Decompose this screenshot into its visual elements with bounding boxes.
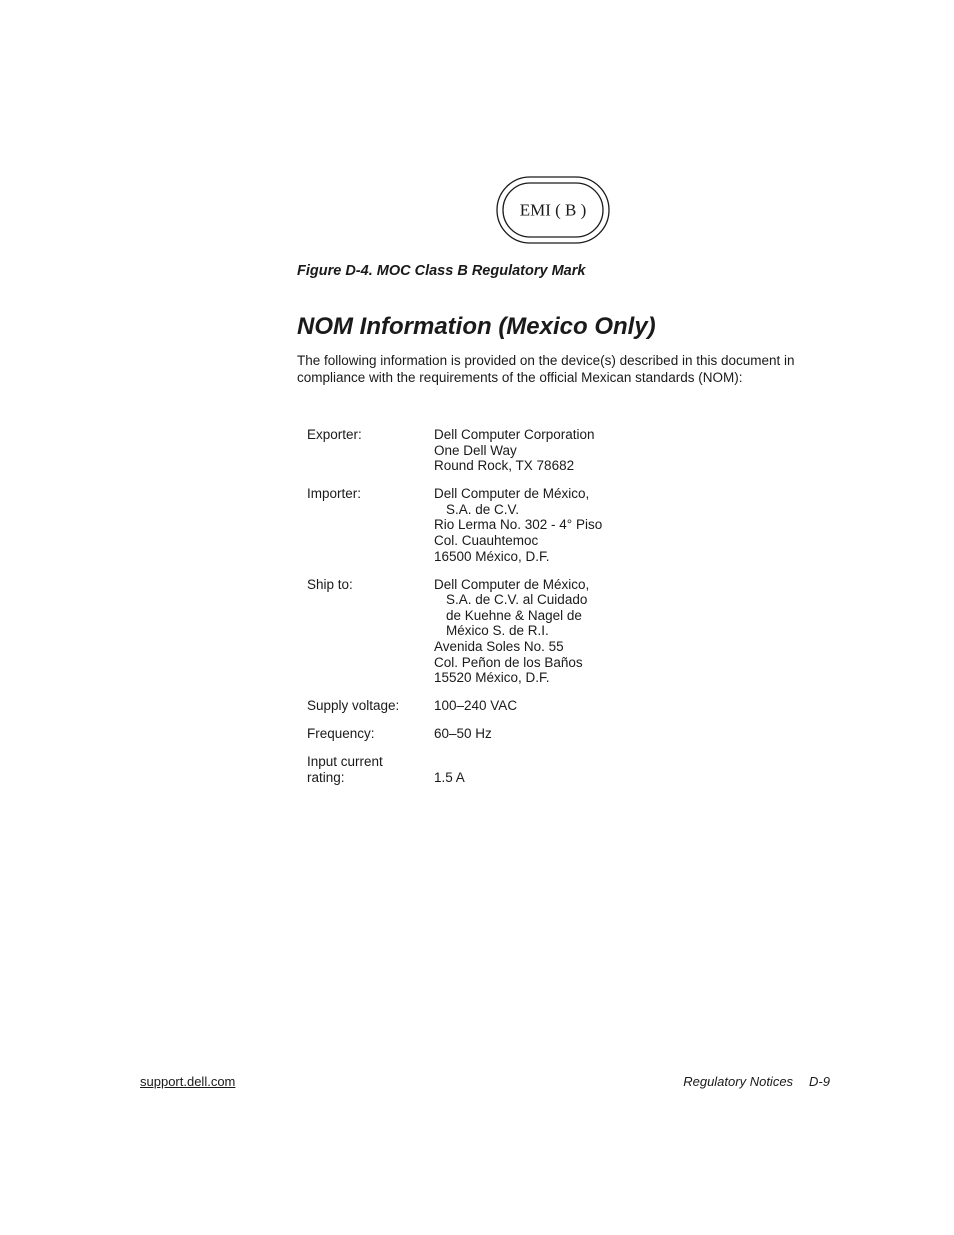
info-label-importer: Importer: xyxy=(307,486,362,502)
footer-support-link[interactable]: support.dell.com xyxy=(140,1074,236,1089)
nom-info-table xyxy=(307,427,602,798)
address-line: Dell Computer Corporation xyxy=(434,427,595,442)
info-value-ship-to xyxy=(434,577,589,686)
address-line: Rio Lerma No. 302 - 4° Piso xyxy=(434,517,603,533)
figure-caption: Figure D-4. MOC Class B Regulatory Mark xyxy=(297,263,586,279)
address-line: Dell Computer de México, xyxy=(434,486,590,502)
footer-section-name: Regulatory Notices xyxy=(683,1074,794,1089)
info-label-ship-to: Ship to: xyxy=(307,576,353,592)
info-label-input-current: Input current rating: xyxy=(307,754,383,785)
address-line: Round Rock, TX 78682 xyxy=(434,458,575,474)
info-value-exporter xyxy=(434,427,595,474)
address-line: México S. de R.I. xyxy=(446,623,549,639)
address-line: S.A. de C.V. xyxy=(446,501,520,517)
footer-page-info xyxy=(683,1074,830,1089)
info-row-input-current xyxy=(307,754,602,785)
info-label-supply-voltage: Supply voltage: xyxy=(307,698,400,714)
emi-mark-text: EMI ( B ) xyxy=(519,200,587,220)
address-line: Avenida Soles No. 55 xyxy=(434,638,564,654)
address-line: Col. Cuauhtemoc xyxy=(434,532,539,548)
emi-class-b-mark xyxy=(496,176,610,244)
info-value-supply-voltage: 100–240 VAC xyxy=(434,698,518,714)
info-row-ship-to xyxy=(307,577,602,686)
intro-paragraph: The following information is provided on the device(s) described in this document in compliance with the requirements of the official Mexican standards (NOM): xyxy=(297,353,795,385)
address-line: S.A. de C.V. al Cuidado xyxy=(446,592,588,608)
info-label-frequency: Frequency: xyxy=(307,726,375,742)
emi-mark-graphic xyxy=(496,176,610,244)
address-line: Col. Peñon de los Baños xyxy=(434,654,583,670)
info-row-supply-voltage xyxy=(307,698,602,714)
address-line: 15520 México, D.F. xyxy=(434,670,550,686)
address-line: Dell Computer de México, xyxy=(434,576,590,592)
section-title: NOM Information (Mexico Only) xyxy=(297,313,656,340)
page-number: D-9 xyxy=(809,1074,830,1089)
info-label-exporter: Exporter: xyxy=(307,427,362,442)
info-value-frequency: 60–50 Hz xyxy=(434,726,492,742)
info-row-exporter xyxy=(307,427,602,474)
address-line: One Dell Way xyxy=(434,442,517,458)
info-row-importer xyxy=(307,486,602,564)
address-line: de Kuehne & Nagel de xyxy=(446,607,582,623)
address-line: 16500 México, D.F. xyxy=(434,548,550,564)
info-row-frequency xyxy=(307,726,602,742)
info-value-importer xyxy=(434,486,602,564)
info-value-input-current: 1.5 A xyxy=(434,769,465,785)
